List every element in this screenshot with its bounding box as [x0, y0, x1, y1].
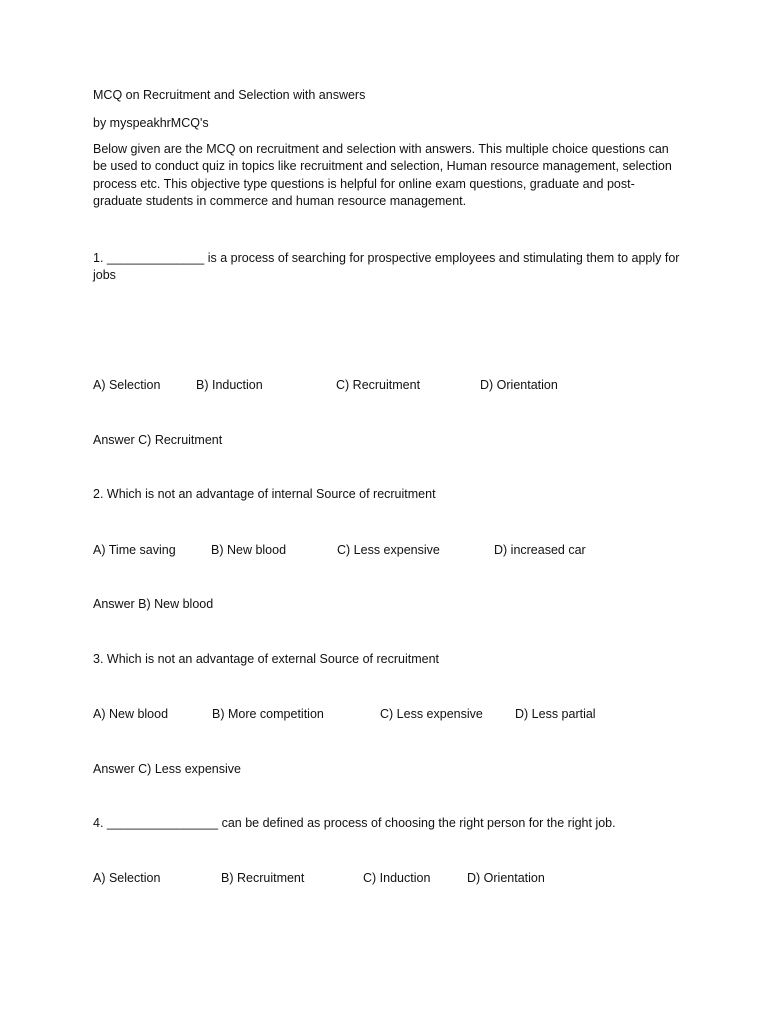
question-4-text: 4. ________________ can be defined as process of choosing the right person for the right job. — [93, 816, 616, 830]
question-2-answer: Answer B) New blood — [93, 597, 214, 611]
document-byline: by myspeakhrMCQ's — [93, 116, 209, 130]
question-4-option-a: A) Selection — [93, 871, 161, 885]
question-2-option-b: B) New blood — [211, 543, 287, 557]
question-1-option-d: D) Orientation — [480, 378, 558, 392]
question-2-text: 2. Which is not an advantage of internal Source of recruitment — [93, 487, 436, 501]
question-3-answer: Answer C) Less expensive — [93, 762, 241, 776]
question-4-option-d: D) Orientation — [467, 871, 545, 885]
question-2-option-a: A) Time saving — [93, 543, 176, 557]
question-1-answer: Answer C) Recruitment — [93, 433, 223, 447]
document-title: MCQ on Recruitment and Selection with answers — [93, 88, 366, 102]
question-1-option-c: C) Recruitment — [336, 378, 421, 392]
question-2-option-d: D) increased car — [494, 543, 586, 557]
question-3-option-c: C) Less expensive — [380, 707, 483, 721]
question-1-text: 1. ______________ is a process of searching for prospective employees and stimulating them to apply for jobs — [93, 251, 680, 283]
question-4-option-b: B) Recruitment — [221, 871, 305, 885]
question-3-text: 3. Which is not an advantage of external Source of recruitment — [93, 652, 440, 666]
question-2-option-c: C) Less expensive — [337, 543, 440, 557]
question-1-option-b: B) Induction — [196, 378, 263, 392]
question-1-option-a: A) Selection — [93, 378, 161, 392]
question-3-option-d: D) Less partial — [515, 707, 596, 721]
question-3-option-a: A) New blood — [93, 707, 169, 721]
question-4-option-c: C) Induction — [363, 871, 431, 885]
intro-paragraph: Below given are the MCQ on recruitment and selection with answers. This multiple choice questions can be used to conduct quiz in topics like recruitment and selection, Human resource management, selection process etc. This objective type questions is helpful for online exam questions, graduate and post-graduate students in commerce and human resource management. — [93, 142, 672, 208]
question-3-option-b: B) More competition — [212, 707, 324, 721]
